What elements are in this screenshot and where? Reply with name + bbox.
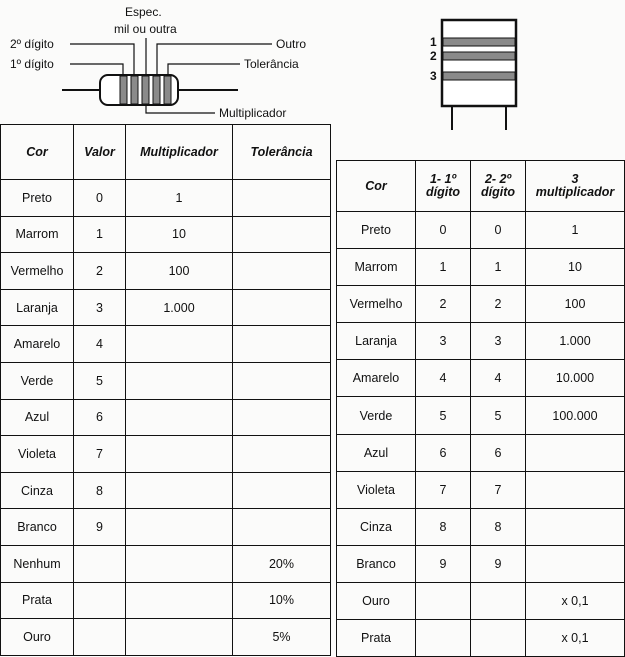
cell-digit2: 2 [471, 286, 526, 323]
cell-cor: Cinza [1, 472, 74, 509]
cell-valor: 0 [74, 180, 126, 217]
cell-cor: Marrom [337, 249, 416, 286]
resistor-band-2 [131, 76, 138, 104]
cell-multiplicador: x 0,1 [526, 620, 625, 657]
cell-digit2: 7 [471, 471, 526, 508]
capacitor-table-header-row [337, 161, 625, 212]
cell-multiplicador [526, 508, 625, 545]
resistor-table-body [1, 180, 331, 656]
cell-multiplicador: 1.000 [126, 289, 233, 326]
cell-valor: 3 [74, 289, 126, 326]
cell-multiplicador: 10.000 [526, 360, 625, 397]
header-cor: Cor [1, 125, 74, 180]
cell-multiplicador [526, 545, 625, 582]
cap-header-digit2 [471, 161, 526, 212]
table-row [337, 212, 625, 249]
cell-cor: Cinza [337, 508, 416, 545]
cap-header-digit2-line2: dígito [480, 185, 515, 199]
cell-tolerancia [233, 253, 331, 290]
cell-tolerancia [233, 326, 331, 363]
table-row [337, 434, 625, 471]
label-second-digit: 2º dígito [10, 37, 54, 51]
cell-multiplicador: 1.000 [526, 323, 625, 360]
cell-cor: Prata [337, 620, 416, 657]
cell-multiplicador [126, 582, 233, 619]
table-row [337, 360, 625, 397]
table-row [337, 397, 625, 434]
cell-tolerancia [233, 289, 331, 326]
label-tolerancia: Tolerância [244, 57, 299, 71]
cell-multiplicador [126, 619, 233, 656]
cell-valor: 5 [74, 362, 126, 399]
resistor-table-header-row [1, 125, 331, 180]
cell-multiplicador [126, 472, 233, 509]
cell-multiplicador [126, 326, 233, 363]
cell-cor: Verde [337, 397, 416, 434]
resistor-band-4 [153, 76, 160, 104]
cell-tolerancia [233, 509, 331, 546]
cell-cor: Preto [337, 212, 416, 249]
cell-tolerancia [233, 216, 331, 253]
cell-multiplicador: 1 [526, 212, 625, 249]
capacitor-color-table [336, 160, 625, 657]
cell-tolerancia: 5% [233, 619, 331, 656]
cell-tolerancia [233, 472, 331, 509]
table-row [337, 508, 625, 545]
cell-cor: Ouro [337, 582, 416, 619]
capacitor-table-body [337, 212, 625, 657]
cell-tolerancia: 20% [233, 545, 331, 582]
cell-digit1: 2 [416, 286, 471, 323]
cell-digit1 [416, 620, 471, 657]
cell-valor: 9 [74, 509, 126, 546]
cell-multiplicador: 100 [126, 253, 233, 290]
cell-digit1: 5 [416, 397, 471, 434]
table-row [1, 253, 331, 290]
capacitor-body [442, 20, 516, 106]
cell-digit1: 7 [416, 471, 471, 508]
label-mil-ou-outra: mil ou outra [114, 22, 177, 36]
cell-multiplicador: 100 [526, 286, 625, 323]
cell-digit1: 8 [416, 508, 471, 545]
table-row [1, 509, 331, 546]
cell-cor: Branco [337, 545, 416, 582]
cell-cor: Ouro [1, 619, 74, 656]
table-row [337, 471, 625, 508]
table-row [1, 619, 331, 656]
table-row [1, 399, 331, 436]
cell-valor: 1 [74, 216, 126, 253]
cell-digit1: 1 [416, 249, 471, 286]
cell-cor: Azul [1, 399, 74, 436]
cell-digit2: 8 [471, 508, 526, 545]
header-tolerancia: Tolerância [233, 125, 331, 180]
table-row [337, 620, 625, 657]
cell-digit1: 4 [416, 360, 471, 397]
table-row [1, 289, 331, 326]
cell-multiplicador: 10 [126, 216, 233, 253]
cap-header-mult-line1: 3 [571, 172, 579, 186]
cell-multiplicador [126, 362, 233, 399]
cell-multiplicador: 100.000 [526, 397, 625, 434]
cell-cor: Violeta [1, 436, 74, 473]
label-espec: Espec. [125, 5, 162, 19]
cap-header-mult-line2: multiplicador [535, 185, 615, 199]
table-row [1, 472, 331, 509]
capacitor-label-2: 2 [430, 49, 437, 63]
cell-cor: Branco [1, 509, 74, 546]
table-row [1, 216, 331, 253]
resistor-band-1 [120, 76, 127, 104]
table-row [337, 545, 625, 582]
cell-valor: 4 [74, 326, 126, 363]
cell-cor: Amarelo [337, 360, 416, 397]
cell-valor [74, 545, 126, 582]
cap-header-multiplicador [526, 161, 625, 212]
cell-cor: Marrom [1, 216, 74, 253]
cell-cor: Laranja [337, 323, 416, 360]
header-valor: Valor [74, 125, 126, 180]
cell-multiplicador: x 0,1 [526, 582, 625, 619]
capacitor-label-3: 3 [430, 69, 437, 83]
cell-multiplicador: 10 [526, 249, 625, 286]
table-row [1, 326, 331, 363]
cell-digit2: 5 [471, 397, 526, 434]
cell-digit1: 3 [416, 323, 471, 360]
cell-valor: 7 [74, 436, 126, 473]
cell-tolerancia [233, 436, 331, 473]
cell-multiplicador [126, 399, 233, 436]
cell-cor: Vermelho [1, 253, 74, 290]
cell-multiplicador [526, 471, 625, 508]
cell-cor: Vermelho [337, 286, 416, 323]
cell-tolerancia [233, 180, 331, 217]
cell-cor: Verde [1, 362, 74, 399]
cell-tolerancia [233, 362, 331, 399]
label-multiplicador: Multiplicador [219, 106, 287, 120]
cell-cor: Nenhum [1, 545, 74, 582]
cell-digit2: 1 [471, 249, 526, 286]
header-multiplicador: Multiplicador [126, 125, 233, 180]
cell-cor: Preto [1, 180, 74, 217]
capacitor-band-1 [443, 38, 515, 46]
cell-digit2: 9 [471, 545, 526, 582]
cell-valor [74, 582, 126, 619]
cell-multiplicador [526, 434, 625, 471]
table-row [337, 323, 625, 360]
cell-multiplicador: 1 [126, 180, 233, 217]
resistor-band-5 [164, 76, 171, 104]
cell-digit1 [416, 582, 471, 619]
resistor-band-3 [142, 76, 149, 104]
table-row [1, 436, 331, 473]
table-row [1, 180, 331, 217]
cell-digit1: 9 [416, 545, 471, 582]
cell-digit2: 0 [471, 212, 526, 249]
capacitor-band-2 [443, 52, 515, 60]
table-row [337, 249, 625, 286]
cap-header-digit1 [416, 161, 471, 212]
cap-header-digit2-line1: 2- 2º [484, 172, 512, 186]
cell-multiplicador [126, 436, 233, 473]
cell-multiplicador [126, 545, 233, 582]
cell-digit1: 6 [416, 434, 471, 471]
capacitor-label-1: 1 [430, 35, 437, 49]
cell-cor: Amarelo [1, 326, 74, 363]
cap-header-digit1-line2: dígito [425, 185, 460, 199]
capacitor-band-3 [443, 72, 515, 80]
table-row [337, 582, 625, 619]
cell-valor: 8 [74, 472, 126, 509]
table-row [337, 286, 625, 323]
cell-valor: 6 [74, 399, 126, 436]
cell-digit2 [471, 620, 526, 657]
label-first-digit: 1º dígito [10, 57, 54, 71]
cell-digit2 [471, 582, 526, 619]
resistor-color-table [0, 124, 331, 656]
cell-multiplicador [126, 509, 233, 546]
cell-digit2: 4 [471, 360, 526, 397]
cell-tolerancia: 10% [233, 582, 331, 619]
cell-cor: Azul [337, 434, 416, 471]
table-row [1, 545, 331, 582]
cell-cor: Violeta [337, 471, 416, 508]
cell-valor: 2 [74, 253, 126, 290]
label-outro: Outro [276, 37, 307, 51]
cell-cor: Prata [1, 582, 74, 619]
cell-digit2: 6 [471, 434, 526, 471]
table-row [1, 582, 331, 619]
cap-header-cor: Cor [337, 161, 416, 212]
cell-tolerancia [233, 399, 331, 436]
table-row [1, 362, 331, 399]
cap-header-digit1-line1: 1- 1º [429, 172, 457, 186]
cell-valor [74, 619, 126, 656]
cell-digit1: 0 [416, 212, 471, 249]
cell-digit2: 3 [471, 323, 526, 360]
cell-cor: Laranja [1, 289, 74, 326]
